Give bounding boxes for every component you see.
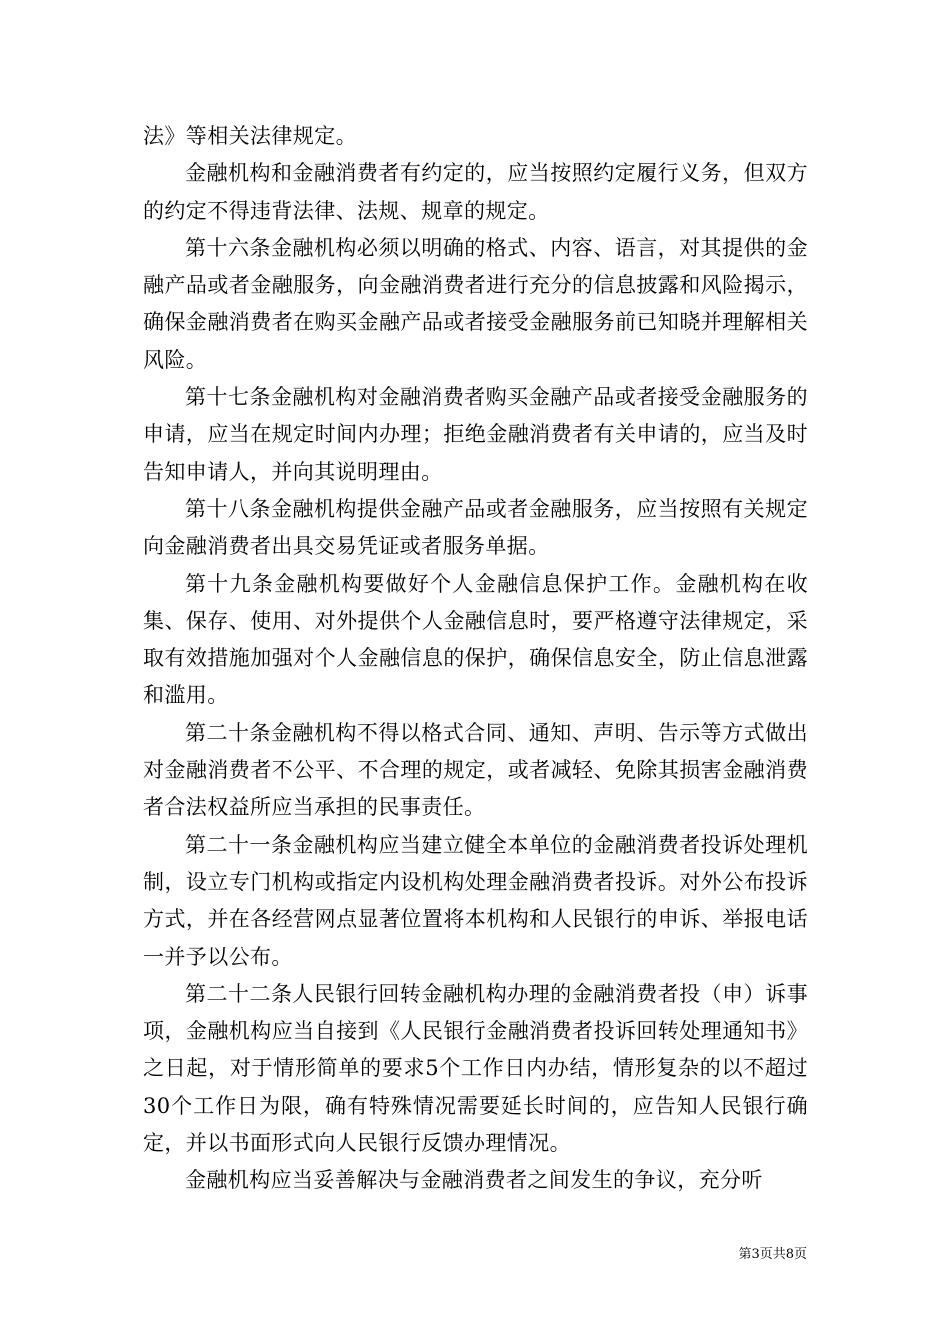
document-body: [143, 118, 808, 1200]
paragraph-article-19: 第十九条金融机构要做好个人金融信息保护工作。金融机构在收集、保存、使用、对外提供个人金融信息时，要严格遵守法律规定，采取有效措施加强对个人金融信息的保护，确保信息安全，防止信息泄露和滥用。: [143, 571, 808, 708]
paragraph-article-22: 第二十二条人民银行回转金融机构办理的金融消费者投（申）诉事项，金融机构应当自接到《人民银行金融消费者投诉回转处理通知书》之日起，对于情形简单的要求5个工作日内办结，情形复杂的以不超过30个工作日为限，确有特殊情况需要延长时间的，应告知人民银行确定，并以书面形式向人民银行反馈办理情况。: [143, 981, 808, 1156]
paragraph-article-17: 第十七条金融机构对金融消费者购买金融产品或者接受金融服务的申请，应当在规定时间内办理；拒绝金融消费者有关申请的，应当及时告知申请人，并向其说明理由。: [143, 385, 808, 484]
paragraph-dispute: 金融机构应当妥善解决与金融消费者之间发生的争议，充分听: [185, 1168, 763, 1193]
paragraph-article-16: 第十六条金融机构必须以明确的格式、内容、语言，对其提供的金融产品或者金融服务，向金融消费者进行充分的信息披露和风险揭示，确保金融消费者在购买金融产品或者接受金融服务前已知晓并理解相关风险。: [143, 235, 808, 372]
paragraph-article-21: 第二十一条金融机构应当建立健全本单位的金融消费者投诉处理机制，设立专门机构或指定内设机构处理金融消费者投诉。对外公布投诉方式，并在各经营网点显著位置将本机构和人民银行的申诉、举报电话一并予以公布。: [143, 832, 808, 969]
paragraph-article-20: 第二十条金融机构不得以格式合同、通知、声明、告示等方式做出对金融消费者不公平、不合理的规定，或者减轻、免除其损害金融消费者合法权益所应当承担的民事责任。: [143, 720, 808, 820]
paragraph-continuation: 法》等相关法律规定。: [143, 124, 357, 148]
paragraph-agreement: 金融机构和金融消费者有约定的，应当按照约定履行义务，但双方的约定不得违背法律、法规、规章的规定。: [143, 161, 808, 223]
paragraph-article-18: 第十八条金融机构提供金融产品或者金融服务，应当按照有关规定向金融消费者出具交易凭证或者服务单据。: [143, 496, 808, 559]
page-number: 第3页共8页: [738, 1247, 807, 1262]
